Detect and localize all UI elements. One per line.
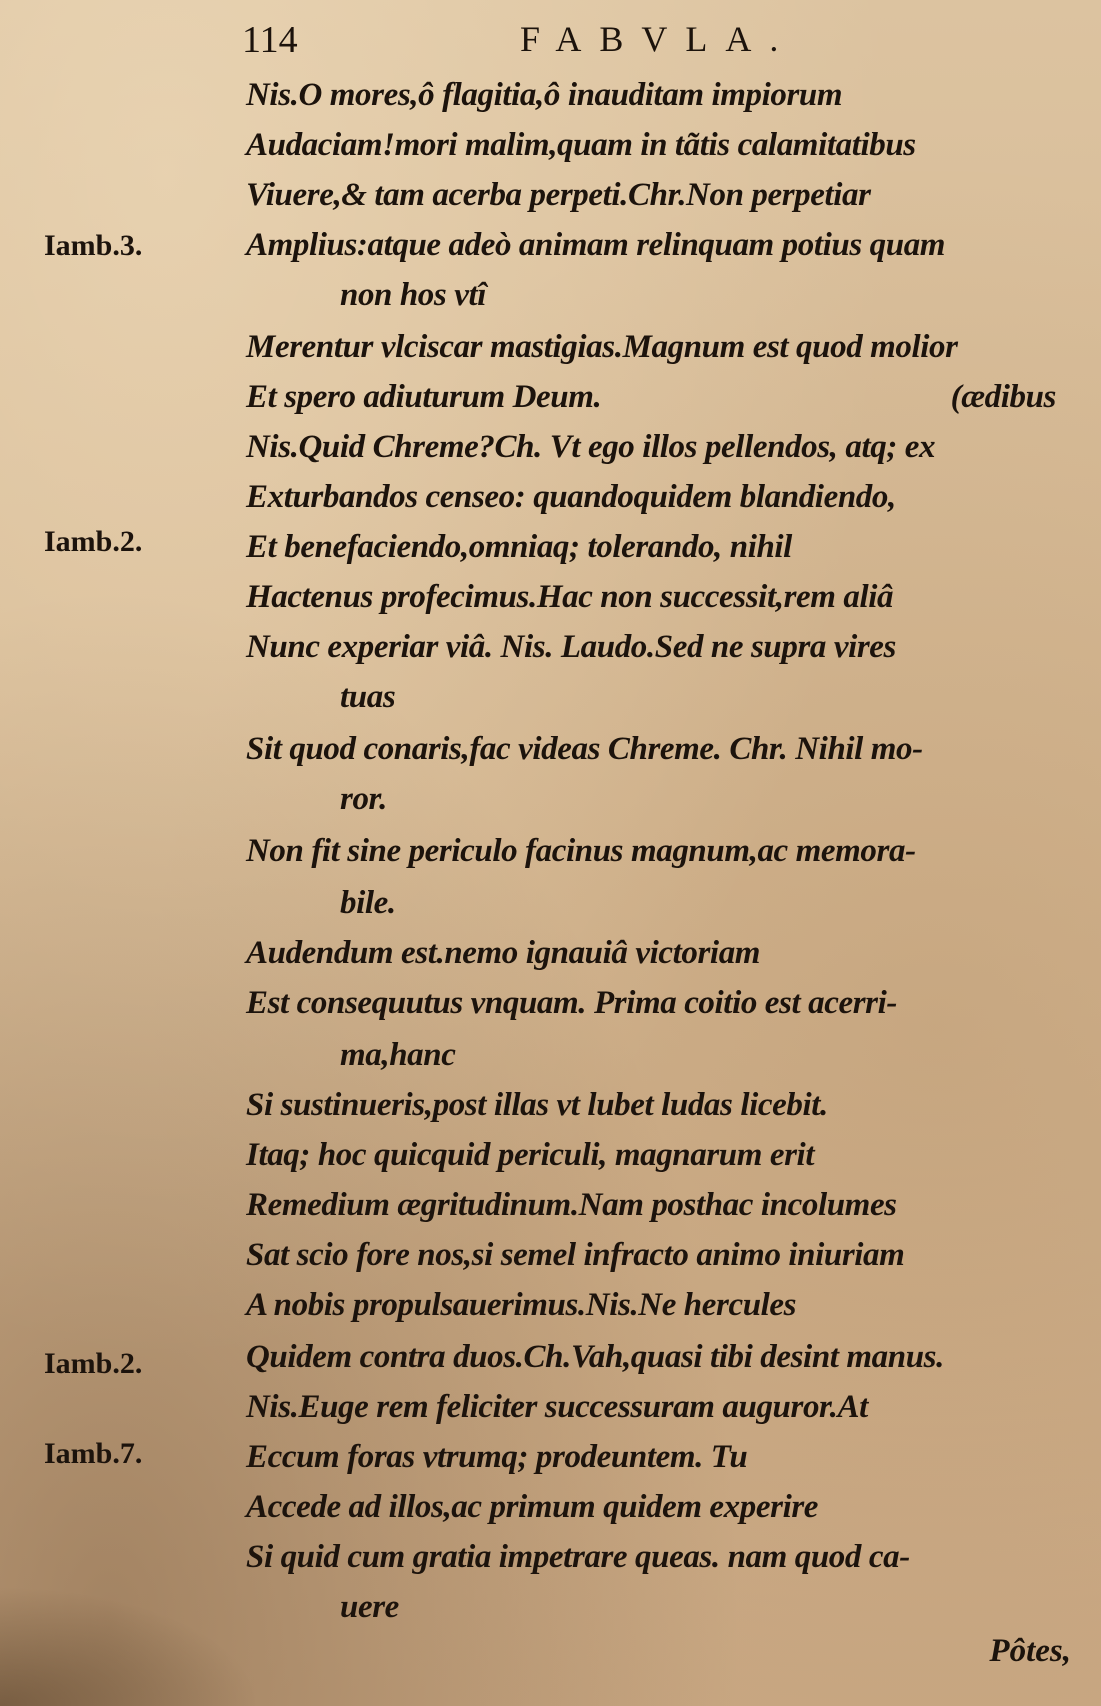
- text-line: Nis.O mores,ô flagitia,ô inauditam impiorum: [246, 77, 843, 113]
- text-line: Et benefaciendo,omniaq; tolerando, nihil: [246, 529, 792, 565]
- text-line: Eccum foras vtrumq; prodeuntem. Tu: [246, 1439, 748, 1475]
- text-line: Accede ad illos,ac primum quidem experire: [246, 1489, 819, 1525]
- text-line: Audendum est.nemo ignauiâ victoriam: [246, 935, 761, 971]
- text-line-turnover: (ædibus: [950, 379, 1056, 415]
- text-line: uere: [340, 1589, 399, 1625]
- text-line: Si quid cum gratia impetrare queas. nam quod ca-: [246, 1539, 910, 1575]
- text-line: Amplius:atque adeò animam relinquam potius quam: [246, 227, 946, 263]
- text-line: Nis.Quid Chreme?Ch. Vt ego illos pellendos, atq; ex: [246, 429, 936, 465]
- text-line: Remedium ægritudinum.Nam posthac incolumes: [246, 1187, 897, 1223]
- text-line: Est consequutus vnquam. Prima coitio est acerri-: [246, 985, 897, 1021]
- text-line: Non fit sine periculo facinus magnum,ac memora-: [246, 833, 916, 869]
- text-line: Merentur vlciscar mastigias.Magnum est quod molior: [246, 329, 958, 365]
- margin-note: Iamb.2.: [44, 1347, 143, 1380]
- text-line: Itaq; hoc quicquid periculi, magnarum erit: [246, 1137, 815, 1173]
- text-line: bile.: [340, 885, 396, 921]
- margin-note: Iamb.7.: [44, 1437, 143, 1470]
- text-line: ma,hanc: [340, 1037, 456, 1073]
- margin-note: Iamb.2.: [44, 525, 143, 558]
- text-line: ror.: [340, 781, 388, 817]
- page-number: 114: [242, 19, 298, 61]
- text-line: Et spero adiuturum Deum.: [246, 379, 602, 415]
- page-header: [240, 12, 840, 68]
- text-line: non hos vtî: [340, 277, 486, 313]
- running-head: FABVLA.: [520, 19, 797, 59]
- text-line: Quidem contra duos.Ch.Vah,quasi tibi desint manus.: [246, 1339, 944, 1375]
- text-line: Viuere,& tam acerba perpeti.Chr.Non perpetiar: [246, 177, 871, 213]
- text-line: tuas: [340, 679, 396, 715]
- page-edge-shadow: [0, 1586, 260, 1706]
- text-line: Si sustinueris,post illas vt lubet ludas licebit.: [246, 1087, 828, 1123]
- catchword: Pôtes,: [989, 1633, 1071, 1669]
- margin-note: Iamb.3.: [44, 229, 143, 262]
- text-line: Nis.Euge rem feliciter successuram auguror.At: [246, 1389, 868, 1425]
- text-line: Sit quod conaris,fac videas Chreme. Chr. Nihil mo-: [246, 731, 923, 767]
- text-line: Audaciam!mori malim,quam in tãtis calamitatibus: [246, 127, 916, 163]
- text-line: Exturbandos censeo: quandoquidem blandiendo,: [246, 479, 896, 515]
- text-line: A nobis propulsauerimus.Nis.Ne hercules: [246, 1287, 797, 1323]
- text-line: Nunc experiar viâ. Nis. Laudo.Sed ne supra vires: [246, 629, 896, 665]
- text-line: Sat scio fore nos,si semel infracto animo iniuriam: [246, 1237, 905, 1273]
- text-line: Hactenus profecimus.Hac non successit,rem aliâ: [246, 579, 894, 615]
